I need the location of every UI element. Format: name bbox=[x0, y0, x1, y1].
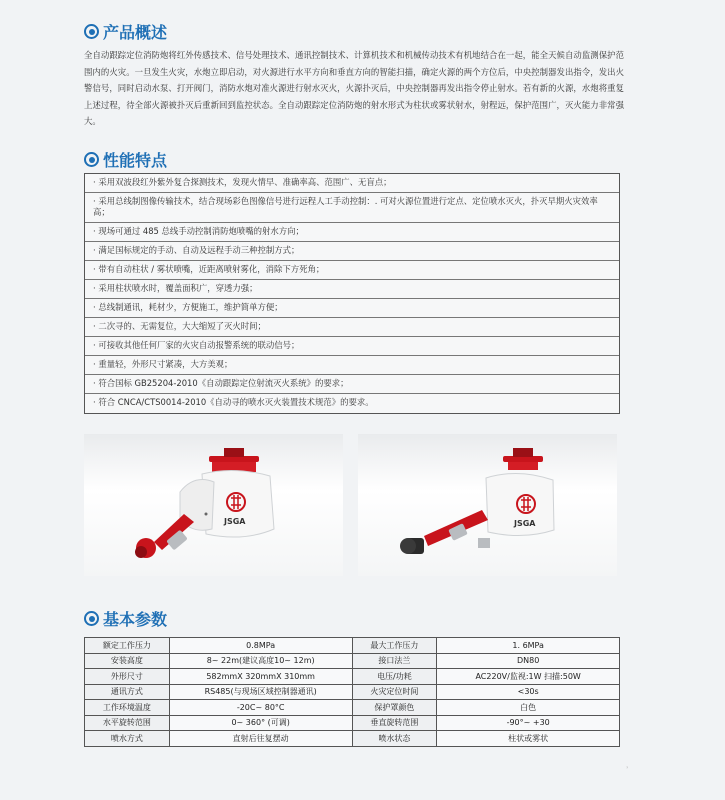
product-photo-left bbox=[84, 434, 343, 576]
feature-item: · 满足国标规定的手动、自动及远程手动三种控制方式； bbox=[85, 242, 619, 261]
param-label: 额定工作压力 bbox=[85, 638, 170, 654]
param-label: 保护罩颜色 bbox=[352, 700, 437, 716]
param-label: 火灾定位时间 bbox=[352, 684, 437, 700]
params-heading-text: 基本参数 bbox=[103, 610, 168, 629]
param-value: 0.8MPa bbox=[169, 638, 352, 654]
feature-item: · 重量轻，外形尺寸紧凑，大方美观； bbox=[85, 356, 619, 375]
param-value: 0~ 360° (可调) bbox=[169, 715, 352, 731]
param-value: 柱状或雾状 bbox=[437, 731, 620, 747]
param-label: 工作环境温度 bbox=[85, 700, 170, 716]
brand-label: JSGA bbox=[224, 517, 246, 526]
table-row bbox=[85, 669, 620, 685]
table-row bbox=[85, 684, 620, 700]
feature-item: · 采用柱状喷水时，覆盖面积广，穿透力强； bbox=[85, 280, 619, 299]
param-label: 接口法兰 bbox=[352, 653, 437, 669]
table-row bbox=[85, 700, 620, 716]
param-label: 安装高度 bbox=[85, 653, 170, 669]
param-value: 白色 bbox=[437, 700, 620, 716]
param-value: <30s bbox=[437, 684, 620, 700]
feature-item: · 采用双波段红外紫外复合探测技术，发现火情早、准确率高、范围广、无盲点； bbox=[85, 174, 619, 193]
param-label: 水平旋转范围 bbox=[85, 715, 170, 731]
footer-mark: ， bbox=[626, 761, 633, 769]
product-photo-right bbox=[358, 434, 617, 576]
table-row bbox=[85, 653, 620, 669]
brand-label: JSGA bbox=[514, 519, 536, 528]
param-label: 最大工作压力 bbox=[352, 638, 437, 654]
feature-item: · 采用总线制图像传输技术，结合现场彩色图像信号进行远程人工手动控制：. 可对火源位置进行定点、定位喷水灭火，扑灭早期火灾效率高； bbox=[85, 193, 619, 223]
table-row bbox=[85, 638, 620, 654]
param-value: AC220V/监视:1W 扫描:50W bbox=[437, 669, 620, 685]
param-value: RS485(与现场区域控制器通讯) bbox=[169, 684, 352, 700]
param-label: 喷水方式 bbox=[85, 731, 170, 747]
feature-item: · 带有自动柱状 / 雾状喷嘴，近距离喷射雾化，消除下方死角； bbox=[85, 261, 619, 280]
feature-item: · 可接收其他任何厂家的火灾自动报警系统的联动信号； bbox=[85, 337, 619, 356]
target-circle-icon bbox=[84, 24, 99, 39]
param-label: 电压/功耗 bbox=[352, 669, 437, 685]
param-label: 喷水状态 bbox=[352, 731, 437, 747]
param-label: 通讯方式 bbox=[85, 684, 170, 700]
table-row bbox=[85, 731, 620, 747]
target-circle-icon bbox=[84, 152, 99, 167]
param-label: 外形尺寸 bbox=[85, 669, 170, 685]
feature-item: · 符合国标 GB25204-2010《自动跟踪定位射流灭火系统》的要求； bbox=[85, 375, 619, 394]
feature-item: · 符合 CNCA/CTS0014-2010《自动寻的喷水灭火装置技术规范》的要求。 bbox=[93, 397, 374, 407]
param-value: 直射后往复摆动 bbox=[169, 731, 352, 747]
intro-heading bbox=[84, 20, 167, 43]
param-value: DN80 bbox=[437, 653, 620, 669]
params-table bbox=[84, 637, 620, 747]
param-value: -90°~ +30 bbox=[437, 715, 620, 731]
params-heading bbox=[84, 607, 167, 630]
features-list bbox=[84, 173, 620, 414]
param-value: 582mmX 320mmX 310mm bbox=[169, 669, 352, 685]
intro-paragraph: 全自动跟踪定位消防炮将红外传感技术、信号处理技术、通讯控制技术、计算机技术和机械传动技术有机地结合在一起，能全天候自动监测保护范围内的火灾。一旦发生火灾，水炮立即启动，对火源进行水平方向和垂直方向的智能扫描，确定火源的两个方位后，中央控制器发出指令，发出火警信号，同时启动水泵、打开阀门，消防水炮对准火源进行射水灭火，火源扑灭后，中央控制器再发出指令停止射水。若有新的火源，水炮将重复上述过程，待全部火源被扑灭后重新回到监控状态。全自动跟踪定位消防炮的射水形式为柱状或雾状射水，射程远，保护范围广，灭火能力非常强大。 bbox=[84, 50, 624, 126]
target-circle-icon bbox=[84, 611, 99, 626]
feature-item: · 二次寻的、无需复位，大大缩短了灭火时间； bbox=[85, 318, 619, 337]
features-heading-text: 性能特点 bbox=[103, 151, 168, 170]
feature-item: · 总线制通讯，耗材少，方便施工，维护简单方便； bbox=[85, 299, 619, 318]
param-value: -20C~ 80°C bbox=[169, 700, 352, 716]
param-value: 1. 6MPa bbox=[437, 638, 620, 654]
intro-heading-text: 产品概述 bbox=[103, 23, 168, 42]
feature-item: · 现场可通过 485 总线手动控制消防炮喷嘴的射水方向； bbox=[85, 223, 619, 242]
features-heading bbox=[84, 148, 167, 171]
param-label: 垂直旋转范围 bbox=[352, 715, 437, 731]
table-row bbox=[85, 715, 620, 731]
param-value: 8~ 22m(建议高度10~ 12m) bbox=[169, 653, 352, 669]
